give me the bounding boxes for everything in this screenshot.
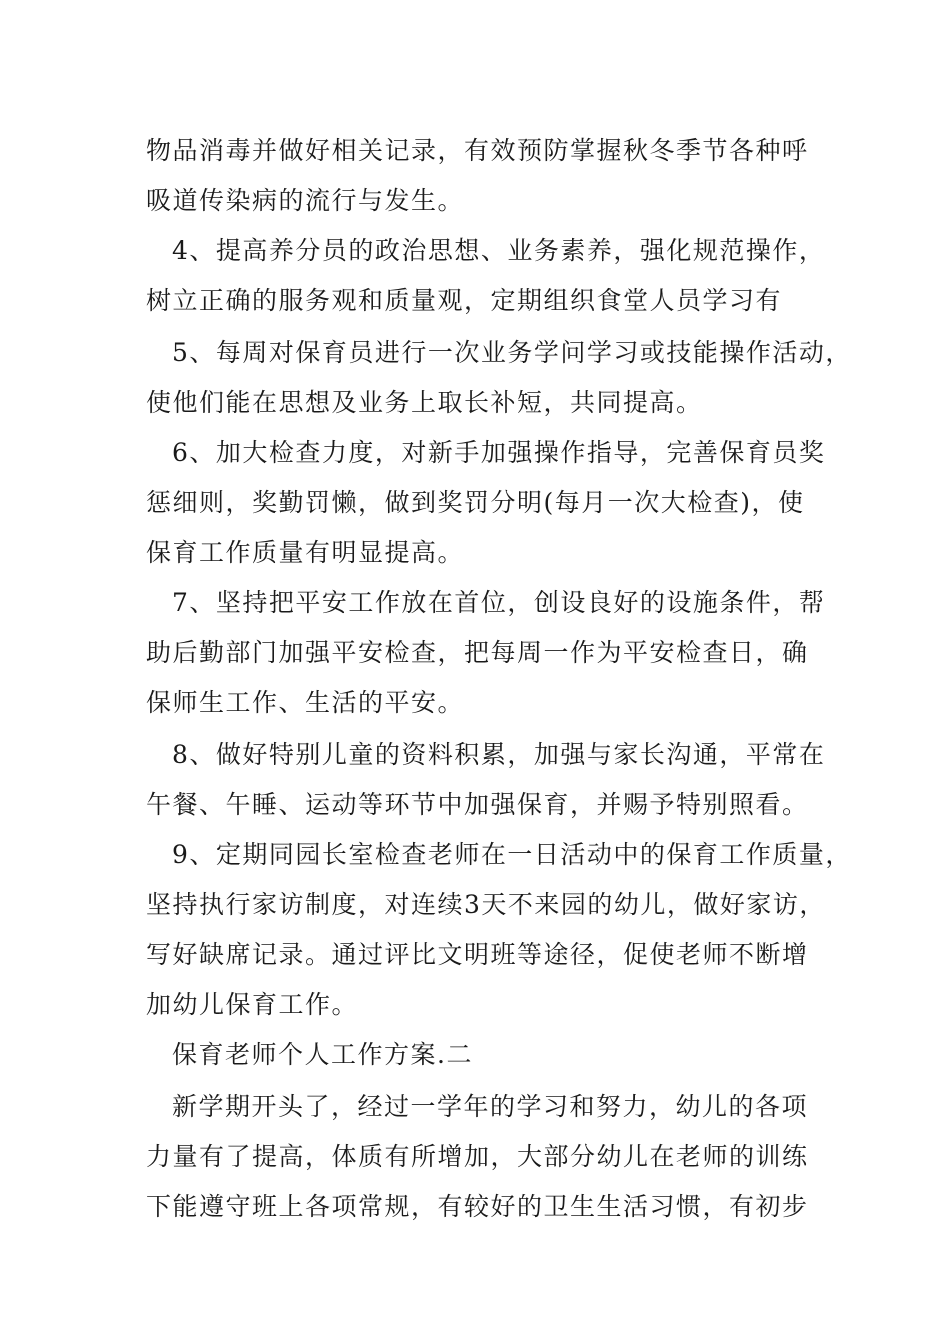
- text-line: 坚持执行家访制度，对连续3天不来园的幼儿，做好家访，: [146, 890, 826, 919]
- list-item-4: 4、提高养分员的政治思想、业务素养，强化规范操作，: [172, 236, 826, 265]
- list-item-7: 7、坚持把平安工作放在首位，创设良好的设施条件，帮: [172, 588, 826, 617]
- text-line: 树立正确的服务观和质量观，定期组织食堂人员学习有: [146, 286, 783, 315]
- text-line: 保师生工作、生活的平安。: [146, 688, 465, 717]
- text-line: 加幼儿保育工作。: [146, 990, 359, 1019]
- text-line: 使他们能在思想及业务上取长补短，共同提高。: [146, 388, 703, 417]
- list-item-6: 6、加大检查力度，对新手加强操作指导，完善保育员奖: [172, 438, 826, 467]
- list-item-5: 5、每周对保育员进行一次业务学问学习或技能操作活动，: [172, 338, 852, 367]
- text-line: 下能遵守班上各项常规，有较好的卫生生活习惯，有初步: [146, 1192, 809, 1221]
- paragraph-start: 新学期开头了，经过一学年的学习和努力，幼儿的各项: [172, 1092, 809, 1121]
- text-line: 午餐、午睡、运动等环节中加强保育，并赐予特别照看。: [146, 790, 809, 819]
- list-item-9: 9、定期同园长室检查老师在一日活动中的保育工作质量，: [172, 840, 852, 869]
- section-heading: 保育老师个人工作方案.二: [172, 1040, 473, 1069]
- text-line: 力量有了提高，体质有所增加，大部分幼儿在老师的训练: [146, 1142, 809, 1171]
- text-line: 助后勤部门加强平安检查，把每周一作为平安检查日，确: [146, 638, 809, 667]
- text-line: 吸道传染病的流行与发生。: [146, 186, 465, 215]
- text-line: 物品消毒并做好相关记录，有效预防掌握秋冬季节各种呼: [146, 136, 809, 165]
- text-line: 写好缺席记录。通过评比文明班等途径，促使老师不断增: [146, 940, 809, 969]
- text-line: 保育工作质量有明显提高。: [146, 538, 465, 567]
- text-line: 惩细则，奖勤罚懒，做到奖罚分明(每月一次大检查)，使: [146, 488, 805, 517]
- list-item-8: 8、做好特别儿童的资料积累，加强与家长沟通，平常在: [172, 740, 826, 769]
